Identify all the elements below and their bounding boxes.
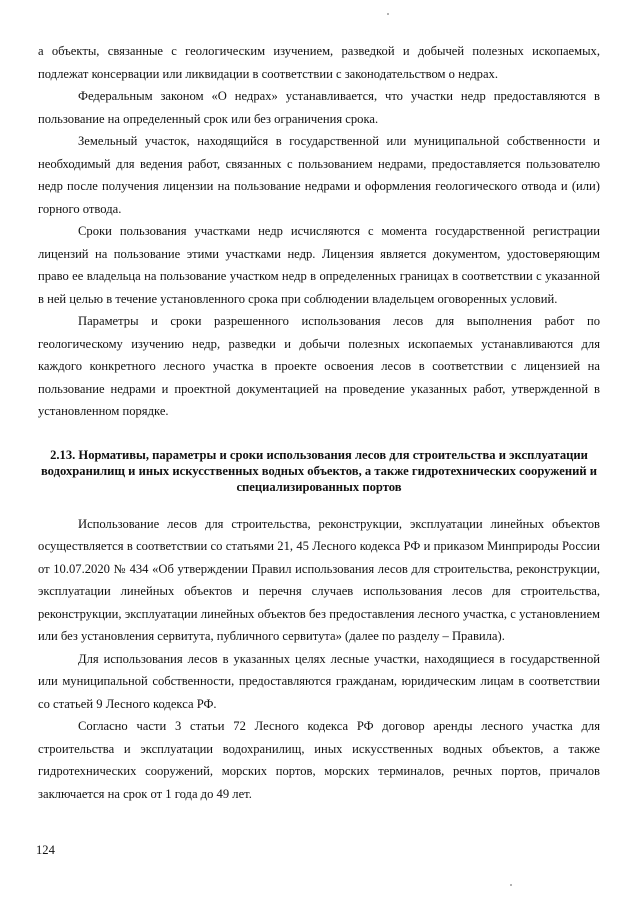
body-text-after [38,513,600,806]
paragraph: а объекты, связанные с геологическим изучением, разведкой и добычей полезных ископаемых, подлежат консервации или ликвидации в соответствии с законодательством о недрах. [38,44,600,81]
document-page [38,40,600,805]
paragraph: Федеральным законом «О недрах» устанавливается, что участки недр предоставляются в пользование на определенный срок или без ограничения срока. [38,89,600,126]
scan-artifact-bottom [510,884,512,886]
paragraph: Сроки пользования участками недр исчисляются с момента государственной регистрации лицензий на пользование этими участками недр. Лицензия является документом, удостоверяющим право ее владельца на пользование участком недр в определенных границах в соответствии с указанной в ней целью в течение установленного срока при соблюдении владельцем оговоренных условий. [38,224,600,306]
page-number: 124 [36,843,55,857]
scan-artifact-top [387,13,389,15]
paragraph: Согласно части 3 статьи 72 Лесного кодекса РФ договор аренды лесного участка для строительства и эксплуатации водохранилищ, иных искусственных водных объектов, а также гидротехнических сооружений, морских портов, морских терминалов, речных портов, причалов заключается на срок от 1 года до 49 лет. [38,719,600,801]
paragraph: Параметры и сроки разрешенного использования лесов для выполнения работ по геологическому изучению недр, разведки и добычи полезных ископаемых устанавливаются для каждого конкретного лесного участка в проекте освоения лесов в соответствии с лицензией на пользование недрами и проектной документацией на проведение указанных работ, утвержденной в установленном порядке. [38,314,600,418]
section-heading: 2.13. Нормативы, параметры и сроки использования лесов для строительства и эксплуатации водохранилищ и иных искусственных водных объектов, а также гидротехнических сооружений и специализированных портов [40,447,598,494]
paragraph: Использование лесов для строительства, реконструкции, эксплуатации линейных объектов осуществляется в соответствии со статьями 21, 45 Лесного кодекса РФ и приказом Минприроды России от 10.07.2020 № 434 «Об утверждении Правил использования лесов для строительства, реконструкции, эксплуатации линейных объектов и перечня случаев использования лесов для строительства, реконструкции, эксплуатации линейных объектов без предоставления лесного участка, с установлением или без установления сервитута, публичного сервитута» (далее по разделу – Правила). [38,516,600,643]
paragraph: Для использования лесов в указанных целях лесные участки, находящиеся в государственной или муниципальной собственности, предоставляются гражданам, юридическим лицам в соответствии со статьей 9 Лесного кодекса РФ. [38,651,600,711]
body-text-before [38,40,600,423]
paragraph: Земельный участок, находящийся в государственной или муниципальной собственности и необходимый для ведения работ, связанных с пользованием недрами, предоставляется пользователю недр после получения лицензии на пользование недрами и оформления геологического отвода и (или) горного отвода. [38,134,600,216]
